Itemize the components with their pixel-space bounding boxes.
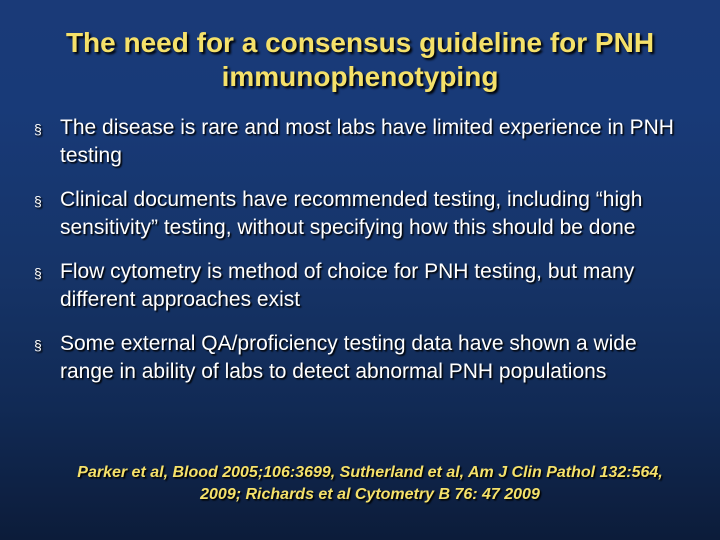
bullet-text: Flow cytometry is method of choice for PNH testing, but many different approaches exist [60, 260, 635, 311]
bullet-text: The disease is rare and most labs have limited experience in PNH testing [60, 116, 674, 167]
bullet-marker-icon: § [34, 265, 42, 281]
bullet-item [34, 330, 694, 386]
citation: Parker et al, Blood 2005;106:3699, Sutherland et al, Am J Clin Pathol 132:564, 2009; Richards et al Cytometry B 76: 47 2009 [77, 464, 663, 503]
bullet-marker-icon: § [34, 337, 42, 353]
bullet-text: Clinical documents have recommended testing, including “high sensitivity” testing, without specifying how this should be done [60, 188, 643, 239]
bullet-item [34, 258, 694, 314]
bullet-item [34, 186, 694, 242]
bullet-marker-icon: § [34, 121, 42, 137]
bullet-list [34, 114, 694, 402]
bullet-item [34, 114, 694, 170]
bullet-marker-icon: § [34, 193, 42, 209]
slide-title: The need for a consensus guideline for PNH immunophenotyping [65, 27, 655, 92]
bullet-text: Some external QA/proficiency testing data have shown a wide range in ability of labs to detect abnormal PNH populations [60, 332, 637, 383]
